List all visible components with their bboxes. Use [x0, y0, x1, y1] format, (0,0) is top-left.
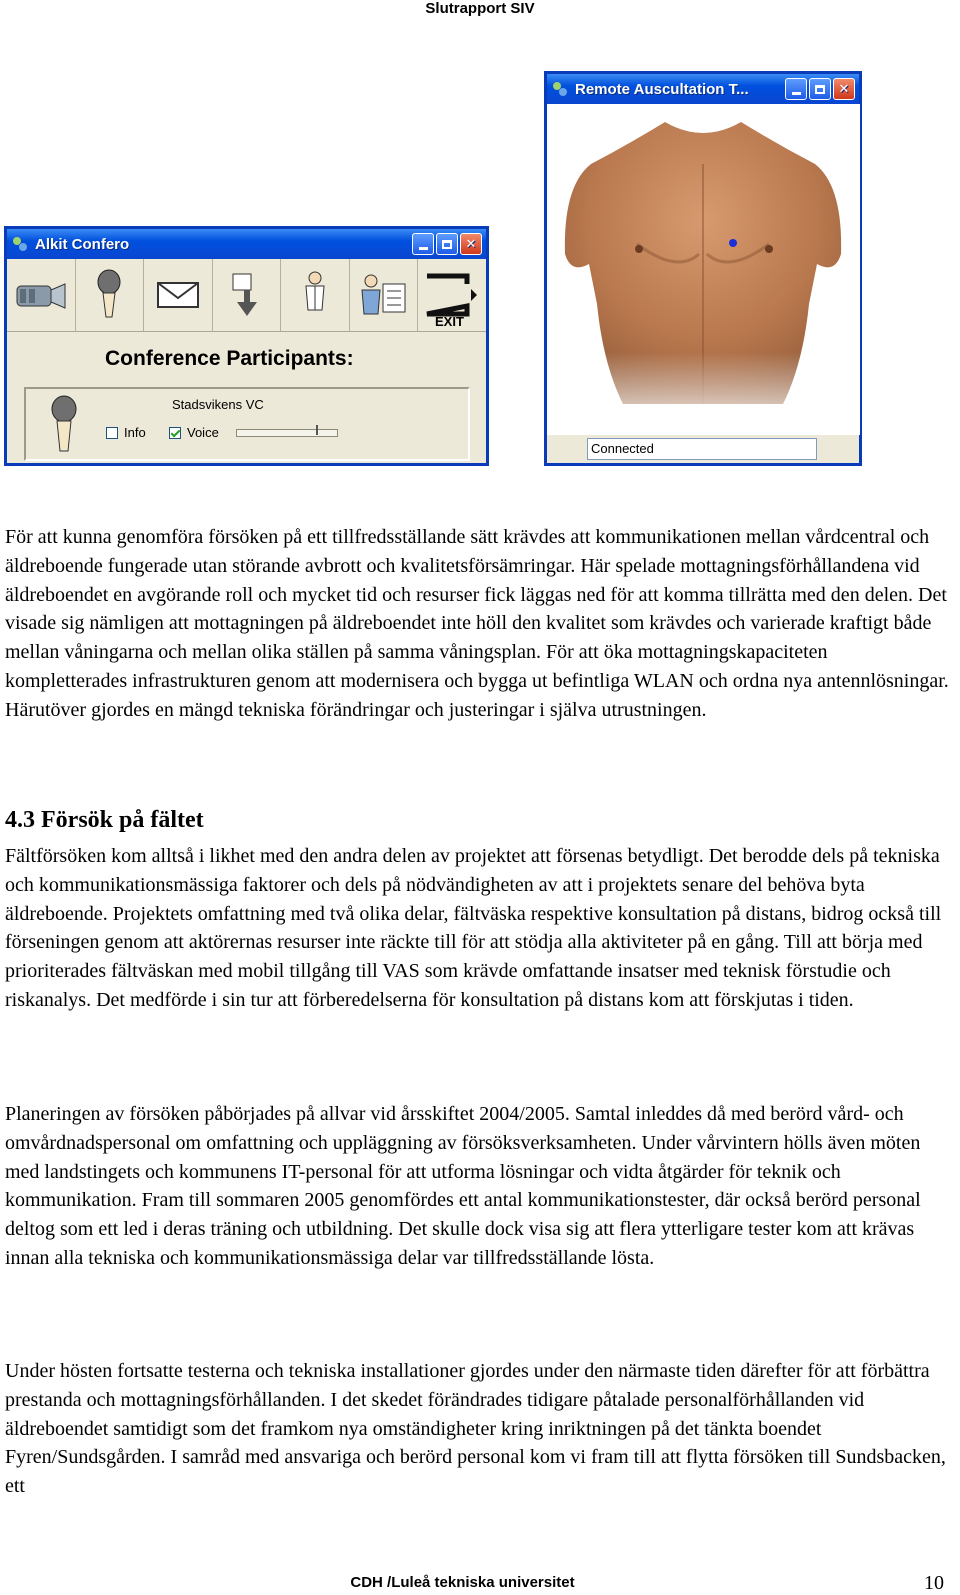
connection-status: Connected	[587, 438, 817, 460]
info-check-box[interactable]	[106, 427, 118, 439]
minimize-button[interactable]	[785, 78, 807, 100]
participant-list-button[interactable]	[350, 259, 419, 331]
person-icon	[300, 270, 330, 320]
page-number: 10	[924, 1572, 944, 1594]
conference-participants-heading: Conference Participants:	[105, 347, 354, 370]
participant-panel	[24, 387, 470, 461]
alkit-confero-window	[4, 226, 489, 466]
camera-icon	[15, 280, 67, 310]
window-title: Alkit Confero	[35, 235, 130, 253]
user-list-icon	[359, 272, 409, 318]
envelope-icon	[156, 280, 200, 310]
voice-checkbox[interactable]	[169, 425, 219, 440]
paragraph-3: Planeringen av försöken påbörjades på allvar vid årsskiftet 2004/2005. Samtal inleddes då med berörd vård- och omvårdnadspersonal om omfattning och uppläggning av försöksverksamheten. Under vårvintern hölls även möten med landstingets och kommunens IT-personal för att utforma lösningar och vidta åtgärder för teknik och kommunikation. Fram till sommaren 2005 genomfördes ett antal kommunikationstester, där också berörd personal deltog som ett led i deras träning och utbildning. Det skulle dock visa sig att flera ytterligare tester kom att krävas innan alla tekniska och kommunikationsmässiga delar var tillfredsställande lösta.	[5, 1103, 921, 1269]
voice-label: Voice	[187, 425, 219, 440]
app-icon	[11, 235, 29, 253]
close-button[interactable]: ✕	[833, 78, 855, 100]
microphone-button[interactable]	[76, 259, 145, 331]
window-title: Remote Auscultation T...	[575, 80, 749, 98]
torso-view[interactable]	[547, 104, 860, 435]
paragraph-1: För att kunna genomföra försöken på ett tillfredsställande sätt krävdes att kommunikationen mellan vårdcentral och äldreboende fungerade utan störande avbrott och kvalitetsförsämringar. Här spelade mottagningsförhållandena vid äldreboendet en avgörande roll och mycket tid och resurser fick läggas ned för att komma tillrätta med den delen. Det visade sig nämligen att mottagningen på äldreboendet inte höll den kvalitet som krävdes och varierade kraftigt både mellan våningarna och mellan olika ställen på samma våningsplan. För att öka mottagningskapaciteten kompletterades infrastrukturen genom att modernisera och bygga ut befintliga WLAN och ordna nya antennlösningar. Härutöver gjordes en mängd tekniska förändringar och justeringar i själva utrustningen.	[5, 526, 949, 721]
microphone-icon	[48, 395, 80, 455]
maximize-button[interactable]	[809, 78, 831, 100]
volume-slider[interactable]	[236, 429, 338, 437]
maximize-button[interactable]	[436, 233, 458, 255]
exit-label: EXIT	[435, 314, 464, 329]
stethoscope-marker	[729, 239, 737, 247]
close-button[interactable]: ✕	[460, 233, 482, 255]
remote-auscultation-window	[544, 71, 862, 466]
download-icon	[229, 272, 265, 318]
voice-check-box[interactable]	[169, 427, 181, 439]
alkit-toolbar	[7, 259, 486, 332]
exit-icon	[423, 272, 481, 318]
minimize-button[interactable]	[412, 233, 434, 255]
volume-slider-thumb[interactable]	[316, 425, 318, 435]
auscultation-titlebar[interactable]	[547, 74, 859, 104]
camera-button[interactable]	[7, 259, 76, 331]
footer-institution: CDH /Luleå tekniska universitet	[350, 1574, 575, 1591]
participant-name: Stadsvikens VC	[172, 397, 264, 412]
paragraph-4: Under hösten fortsatte testerna och tekniska installationer gjordes under den närmaste tiden därefter för att förbättra prestanda och mottagningsförhållanden. I det skedet förändrades tidigare påtalade personalförhållanden vid äldreboendet samtidigt som det framkom nya omständigheter kring inriktningen på det tänkta boendet Fyren/Sundsgården. I samråd med ansvariga och berörd personal kom vi fram till att flytta försöken till Sundsbacken, ett	[5, 1360, 946, 1498]
participant-button[interactable]	[281, 259, 350, 331]
microphone-icon	[94, 269, 124, 321]
info-label: Info	[124, 425, 146, 440]
alkit-titlebar[interactable]	[7, 229, 486, 259]
torso-image	[547, 104, 860, 435]
page-header-title: Slutrapport SIV	[425, 0, 535, 17]
paragraph-2: Fältförsöken kom alltså i likhet med den andra delen av projektet att försenas betydligt. Det berodde dels på tekniska och kommunikationsmässiga faktorer och dels på nödvändigheten av att i projektets senare del behöva byta äldreboende. Projektets omfattning med två olika delar, fältväska respektive konsultation på distans, bidrog också till förseningen genom att aktörernas resurser inte räckte till för att stödja alla aktiviteter på en gång. Till att börja med prioriterades fältväskan med mobil tillgång till VAS som krävde omfattande insatser med teknisk förstudie och riskanalys. Det medförde i sin tur att förberedelserna för konsultation på distans kom att förskjutas i tiden.	[5, 845, 942, 1011]
message-button[interactable]	[144, 259, 213, 331]
download-button[interactable]	[213, 259, 282, 331]
section-heading: 4.3 Försök på fältet	[5, 807, 204, 833]
info-checkbox[interactable]	[106, 425, 146, 440]
app-icon	[551, 80, 569, 98]
